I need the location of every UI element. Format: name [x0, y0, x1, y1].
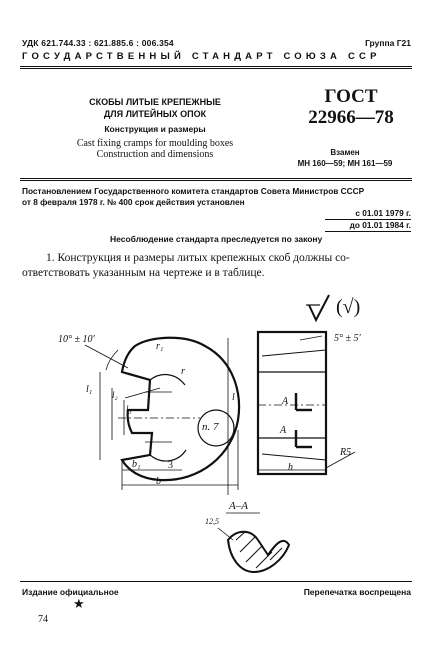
gost-number: 22966—78	[308, 107, 394, 128]
three-label: 3	[168, 460, 173, 471]
roughness-12-5-label: 12,5	[205, 517, 219, 526]
replace-label: Взамен	[330, 148, 360, 157]
h-label: h	[288, 462, 293, 473]
l1-label: l₁	[86, 384, 93, 395]
validity-to: до 01.01 1984 г.	[325, 220, 411, 232]
r5-label: R5	[340, 447, 352, 458]
angle-left-label: 10° ± 10'	[58, 334, 95, 345]
standard-line: ГОСУДАРСТВЕННЫЙ СТАНДАРТ СОЮЗА ССР	[22, 51, 381, 62]
r1-label: r₁	[156, 341, 164, 352]
title-en-line2: Construction and dimensions	[96, 149, 214, 160]
b1-label: b₁	[132, 459, 141, 470]
footer-rule	[20, 581, 412, 582]
l3-label: l₃	[126, 404, 132, 414]
gost-label: ГОСТ	[324, 86, 378, 107]
l2-label: l₂	[112, 390, 118, 400]
note-label: п. 7	[202, 421, 219, 433]
law-warning: Несоблюдение стандарта преследуется по закону	[110, 234, 323, 244]
reprint-label: Перепечатка воспрещена	[303, 587, 411, 597]
roughness-mark-icon	[306, 295, 329, 320]
decree-line2: от 8 февраля 1978 г. № 400 срок действия установлен	[22, 197, 245, 207]
title-ru-sub: Конструкция и размеры	[104, 124, 206, 134]
section-a-lower: A	[280, 425, 287, 436]
title-ru-line1: СКОБЫ ЛИТЫЕ КРЕПЕЖНЫЕ	[89, 97, 221, 107]
r-label: r	[181, 366, 185, 377]
validity-from: с 01.01 1979 г.	[325, 208, 411, 220]
title-en-line1: Cast fixing cramps for moulding boxes	[76, 138, 234, 149]
section-title: А–А	[229, 500, 248, 512]
angle-right-label: 5° ± 5'	[334, 333, 361, 344]
front-view	[85, 338, 239, 495]
title-ru-line2: ДЛЯ ЛИТЕЙНЫХ ОПОК	[103, 109, 207, 119]
udk-code: УДК 621.744.33 : 621.885.6 : 006.354	[22, 38, 174, 48]
section-a-upper: A	[282, 396, 289, 407]
edition-label: Издание официальное	[22, 587, 119, 597]
group-code: Группа Г21	[365, 38, 411, 48]
section-aa	[218, 513, 289, 572]
decree-line1: Постановлением Государственного комитета стандартов Совета Министров СССР	[22, 186, 365, 196]
l-label: l	[232, 392, 235, 403]
clause-1-line2: ответствовать указанным на чертеже и в таблице.	[22, 267, 265, 279]
clause-1-line1: 1. Конструкция и размеры литых крепежных скоб должны со-	[46, 252, 350, 264]
page-number: 74	[38, 614, 48, 625]
star-icon: ★	[73, 596, 85, 611]
replace-value: МН 160—59; МН 161—59	[297, 159, 393, 168]
b-label: b	[156, 476, 161, 487]
roughness-label: (√)	[336, 296, 361, 318]
